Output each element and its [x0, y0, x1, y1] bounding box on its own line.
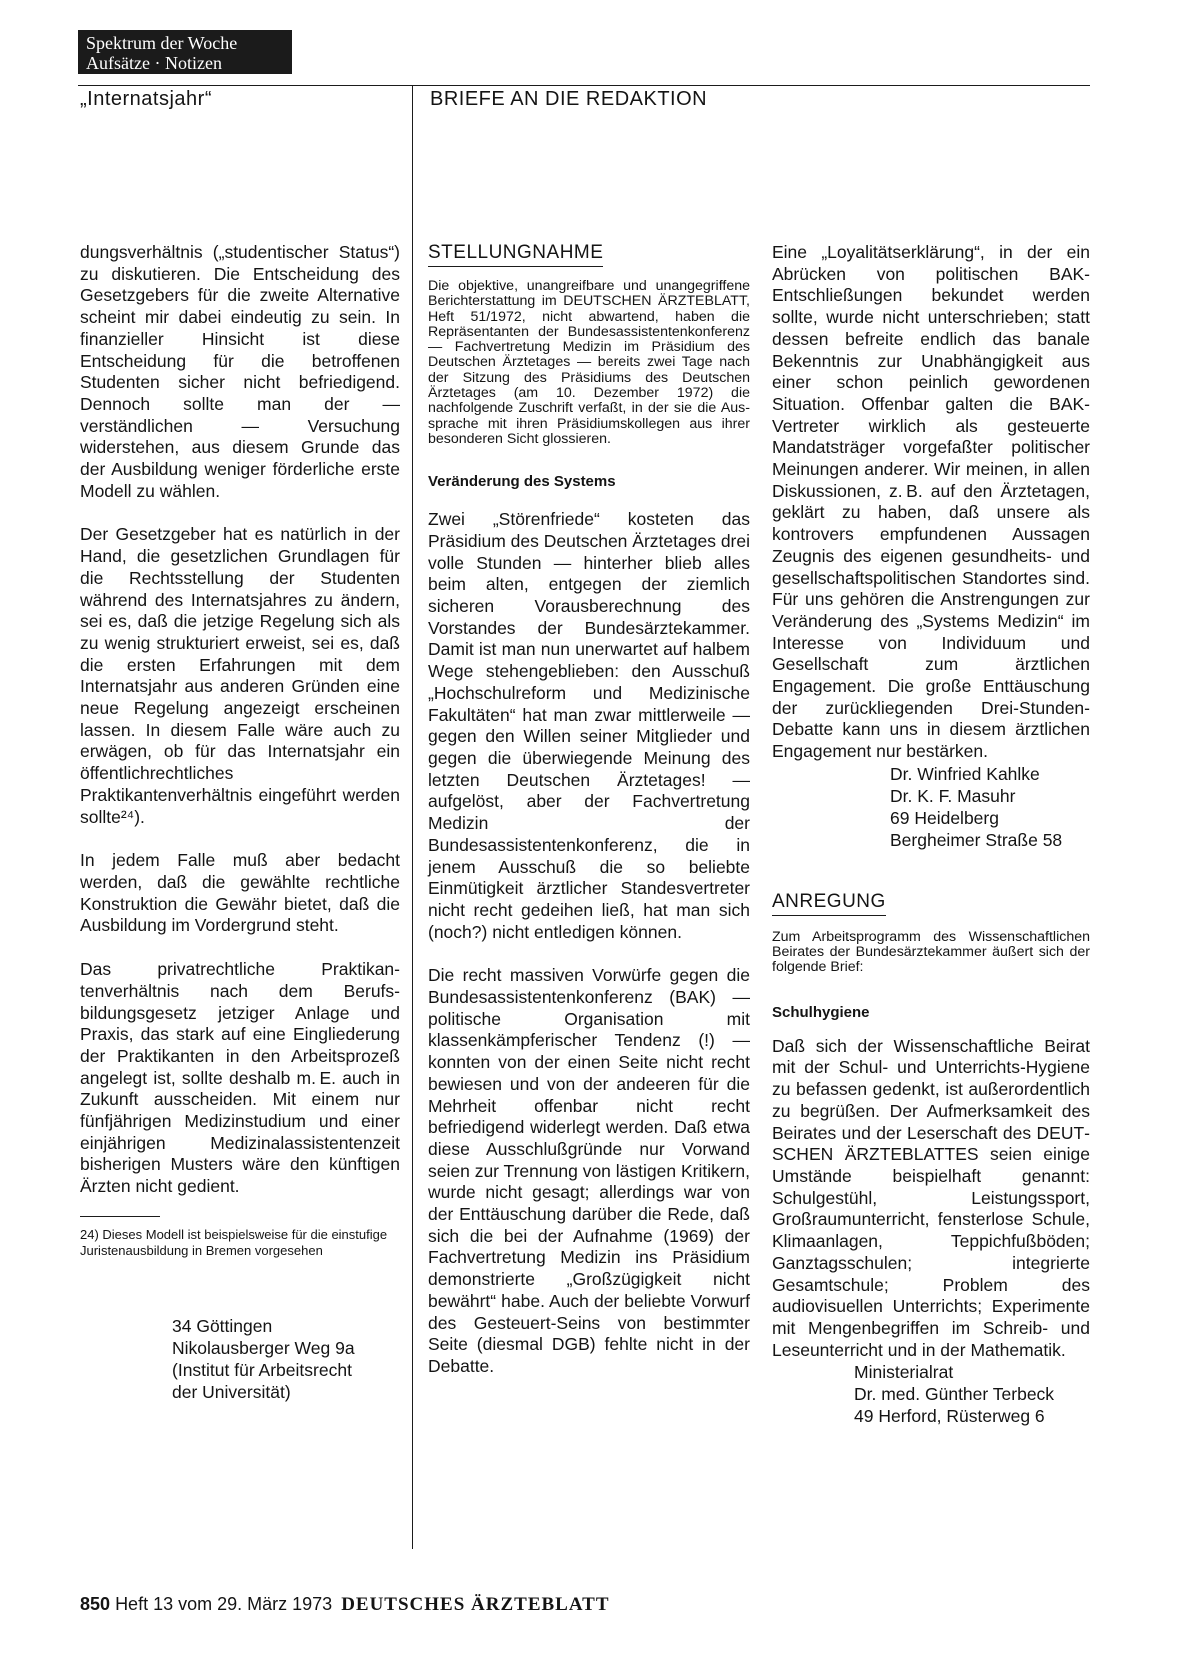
- signature-line: Bergheimer Straße 58: [890, 829, 1063, 850]
- address-line: der Universität): [172, 1381, 291, 1402]
- subheading: Schulhygiene: [772, 1003, 870, 1021]
- subheading: Veränderung des Systems: [428, 473, 616, 491]
- page-footer: [80, 1594, 610, 1616]
- column-divider: [412, 85, 413, 1549]
- lead-paragraph: Zum Arbeitsprogramm des Wissenschaftlichen Beirates der Bundesärztekammer äußert sich der folgende Brief:: [772, 928, 1090, 976]
- signature-line: Dr. Winfried Kahlke: [890, 763, 1040, 784]
- signature-block: [890, 763, 1090, 851]
- signature-line: 69 Heidelberg: [890, 807, 999, 828]
- paragraph: In jedem Falle muß aber bedacht werden, daß die gewählte rechtliche Konstruktion die Gewähr bietet, daß die Ausbildung im Vordergrund steht.: [80, 850, 400, 936]
- section-header-line2: Aufsätze · Notizen: [86, 53, 222, 73]
- section-heading-anregung: ANREGUNG: [772, 891, 886, 916]
- paragraph: Die recht massiven Vorwürfe gegen die Bundesassistentenkonferenz (BAK) — politische Organisation mit klassenkämpferischer Tendenz (!) — konnten von der einen Seite nicht recht bewiesen und von der andeeren für die Mehrheit offenbar nicht recht befriedigend widerlegt werden. Daß etwa diese Ausschlußgründe nur Vorwand seien zur Trennung von lästigen Kritikern, wurde nicht gesagt; allerdings war von der Enttäuschung darüber die Rede, daß sich die bei der Aufnahme (1969) der Fachvertretung Medizin ins Präsidium demonstrierte „Großzügigkeit nicht bewährt“ habe. Auch der beliebte Vorwurf des Gesteuert-Seins von bestimmter Seite (diesmal DGB) fehlte nicht in der Debatte.: [428, 965, 750, 1376]
- lead-paragraph: Die objektive, unangreifbare und unangegriffene Berichterstattung im DEUTSCHEN ÄRZTEBLATT, Heft 51/1972, nicht abwartend, haben die Repräsentanten der Bundesassistentenkonferenz — Fachvertretung Medizin im Präsidium des Deutschen Ärztetages — bereits zwei Tage nach der Sitzung des Präsidiums des Deutschen Ärztetages (am 10. Dezember 1972) die nachfolgende Zuschrift verfaßt, in der sie die Aussprache mit ihren Präsidiumskollegen aus ihrer besonderen Sicht glossieren.: [428, 278, 750, 447]
- paragraph: Der Gesetzgeber hat es natürlich in der Hand, die gesetzlichen Grundlagen für die Rechtsstellung der Studenten während des Internatsjahres zu ändern, sei es, daß die jetzige Regelung sich als zu wenig strukturiert erweist, sei es, daß die ersten Erfahrungen mit dem Internatsjahr aus anderen Gründen eine neue Regelung angezeigt erscheinen lassen. In diesem Falle wäre auch zu erwägen, ob für das Internatsjahr ein öffentlichrechtliches Praktikantenverhältnis eingeführt werden sollte²⁴).: [80, 524, 400, 827]
- column-middle: [428, 242, 750, 1400]
- section-heading-stellungnahme: STELLUNGNAHME: [428, 242, 603, 267]
- address-line: 34 Göttingen: [172, 1315, 273, 1336]
- column-right: [772, 242, 1090, 1427]
- address-line: (Institut für Arbeitsrecht: [172, 1359, 352, 1380]
- top-rule: [78, 85, 1090, 86]
- signature-line: Ministerialrat: [854, 1362, 954, 1383]
- signature-line: Dr. med. Günther Terbeck: [854, 1384, 1055, 1405]
- page-number: 850: [80, 1594, 111, 1614]
- signature-block: [854, 1361, 1090, 1427]
- address-line: Nikolausberger Weg 9a: [172, 1337, 355, 1358]
- paragraph: Eine „Loyalitätserklärung“, in der ein Abrücken von politischen BAK-Entschließungen bekundet werden sollte, wurde nicht unterschrieben; statt dessen befreite endlich das banale Bekenntnis zur Unabhängigkeit aus einer schon peinlich gewordenen Situation. Offenbar galten die BAK-Vertreter wirklich als gesteuerte Mandatsträger vorgefaßter politischer Meinungen anderer. Wir meinen, in allen Diskussionen, z. B. auf den Ärztetagen, geklärt zu haben, daß unsere als kontrovers empfundenen Aussagen Zeugnis des eigenen gesundheits- und gesellschaftspolitischen Standortes sind. Für uns gehören die Anstrengungen zur Veränderung des „Systems Medizin“ im Interesse von Individuum und Gesellschaft zum ärztlichen Engagement. Die große Enttäuschung der zurückliegenden Drei-Stunden-Debatte kann uns in diesem ärztlichen Engagement nur bestärken.: [772, 242, 1090, 762]
- footnote: 24) Dieses Modell ist beispielsweise für die einstufige Juristenausbildung in Bremen vorgesehen: [80, 1226, 388, 1258]
- signature-line: 49 Herford, Rüsterweg 6: [854, 1406, 1045, 1427]
- author-address: [172, 1315, 400, 1403]
- paragraph: Daß sich der Wissenschaftliche Beirat mit der Schul- und Unterrichts-Hygiene zu befassen gedenkt, ist außerordentlich zu begrüßen. Der Aufmerksamkeit des Beirates und der Leserschaft des DEUTSCHEN ÄRZTEBLATTES seien einige Umstände beispielhaft genannt: Schulgestühl, Leistungssport, Großraumunterricht, fensterlose Schule, Klimaanlagen, Teppichfußböden; Ganztagsschulen; integrierte Gesamtschule; Problem des audiovisuellen Unterrichts; Experimente mit Mengenbegriffen im Schreib- und Leseunterricht und in der Mathematik.: [772, 1035, 1090, 1360]
- footnote-rule: [80, 1216, 160, 1217]
- column-left: [80, 242, 400, 1403]
- journal-title: DEUTSCHES ÄRZTEBLATT: [341, 1594, 610, 1615]
- left-section-label: „Internatsjahr“: [80, 88, 212, 110]
- paragraph: Zwei „Störenfriede“ kosteten das Präsidium des Deutschen Ärztetages drei volle Stunden — hinterher blieb alles beim alten, entgegen der ziemlich sicheren Vorausberechnung des Vorstandes der Bundesärztekammer. Damit ist man nun unerwartet auf halbem Wege stehengeblieben: den Ausschuß „Hochschulreform und Medizinische Fakultäten“ hat man zwar mittlerweile — gegen den Willen seiner Mitglieder und gegen die überwiegende Meinung des letzten Deutschen Ärztetages! — aufgelöst, aber der Fachvertretung Medizin der Bundesassistentenkonferenz, die in jenem Ausschuß die so beliebte Einmütigkeit ärztlicher Standesvertreter nicht recht gedeihen ließ, hat man sich (noch?) nicht entledigen können.: [428, 509, 750, 942]
- issue-info: Heft 13 vom 29. März 1973: [115, 1594, 333, 1614]
- section-header-line1: Spektrum der Woche: [86, 33, 238, 53]
- section-header-box: [78, 30, 292, 74]
- paragraph: dungsverhältnis („studentischer Status“) zu diskutieren. Die Entscheidung des Gesetzgebers für die zweite Alternative scheint mir dabei eindeutig zu sein. In finanzieller Hinsicht ist diese Entscheidung für die betroffenen Studenten sicher nicht befriedigend. Dennoch sollte man der — verständlichen — Versuchung widerstehen, aus diesem Grunde das der Ausbildung weniger förderliche erste Modell zu wählen.: [80, 242, 400, 501]
- paragraph: Das privatrechtliche Praktikantenverhältnis nach dem Berufsbildungsgesetz jetziger Anlage und Praxis, das stark auf eine Eingliederung der Praktikanten in den Arbeitsprozeß angelegt ist, sollte deshalb m. E. auch in Zukunft ausscheiden. Mit einem nur fünfjährigen Medizinstudium und einer einjährigen Medizinalassistentenzeit bisherigen Musters wäre den künftigen Ärzten nicht gedient.: [80, 959, 400, 1197]
- signature-line: Dr. K. F. Masuhr: [890, 785, 1016, 806]
- right-section-label: BRIEFE AN DIE REDAKTION: [430, 88, 708, 110]
